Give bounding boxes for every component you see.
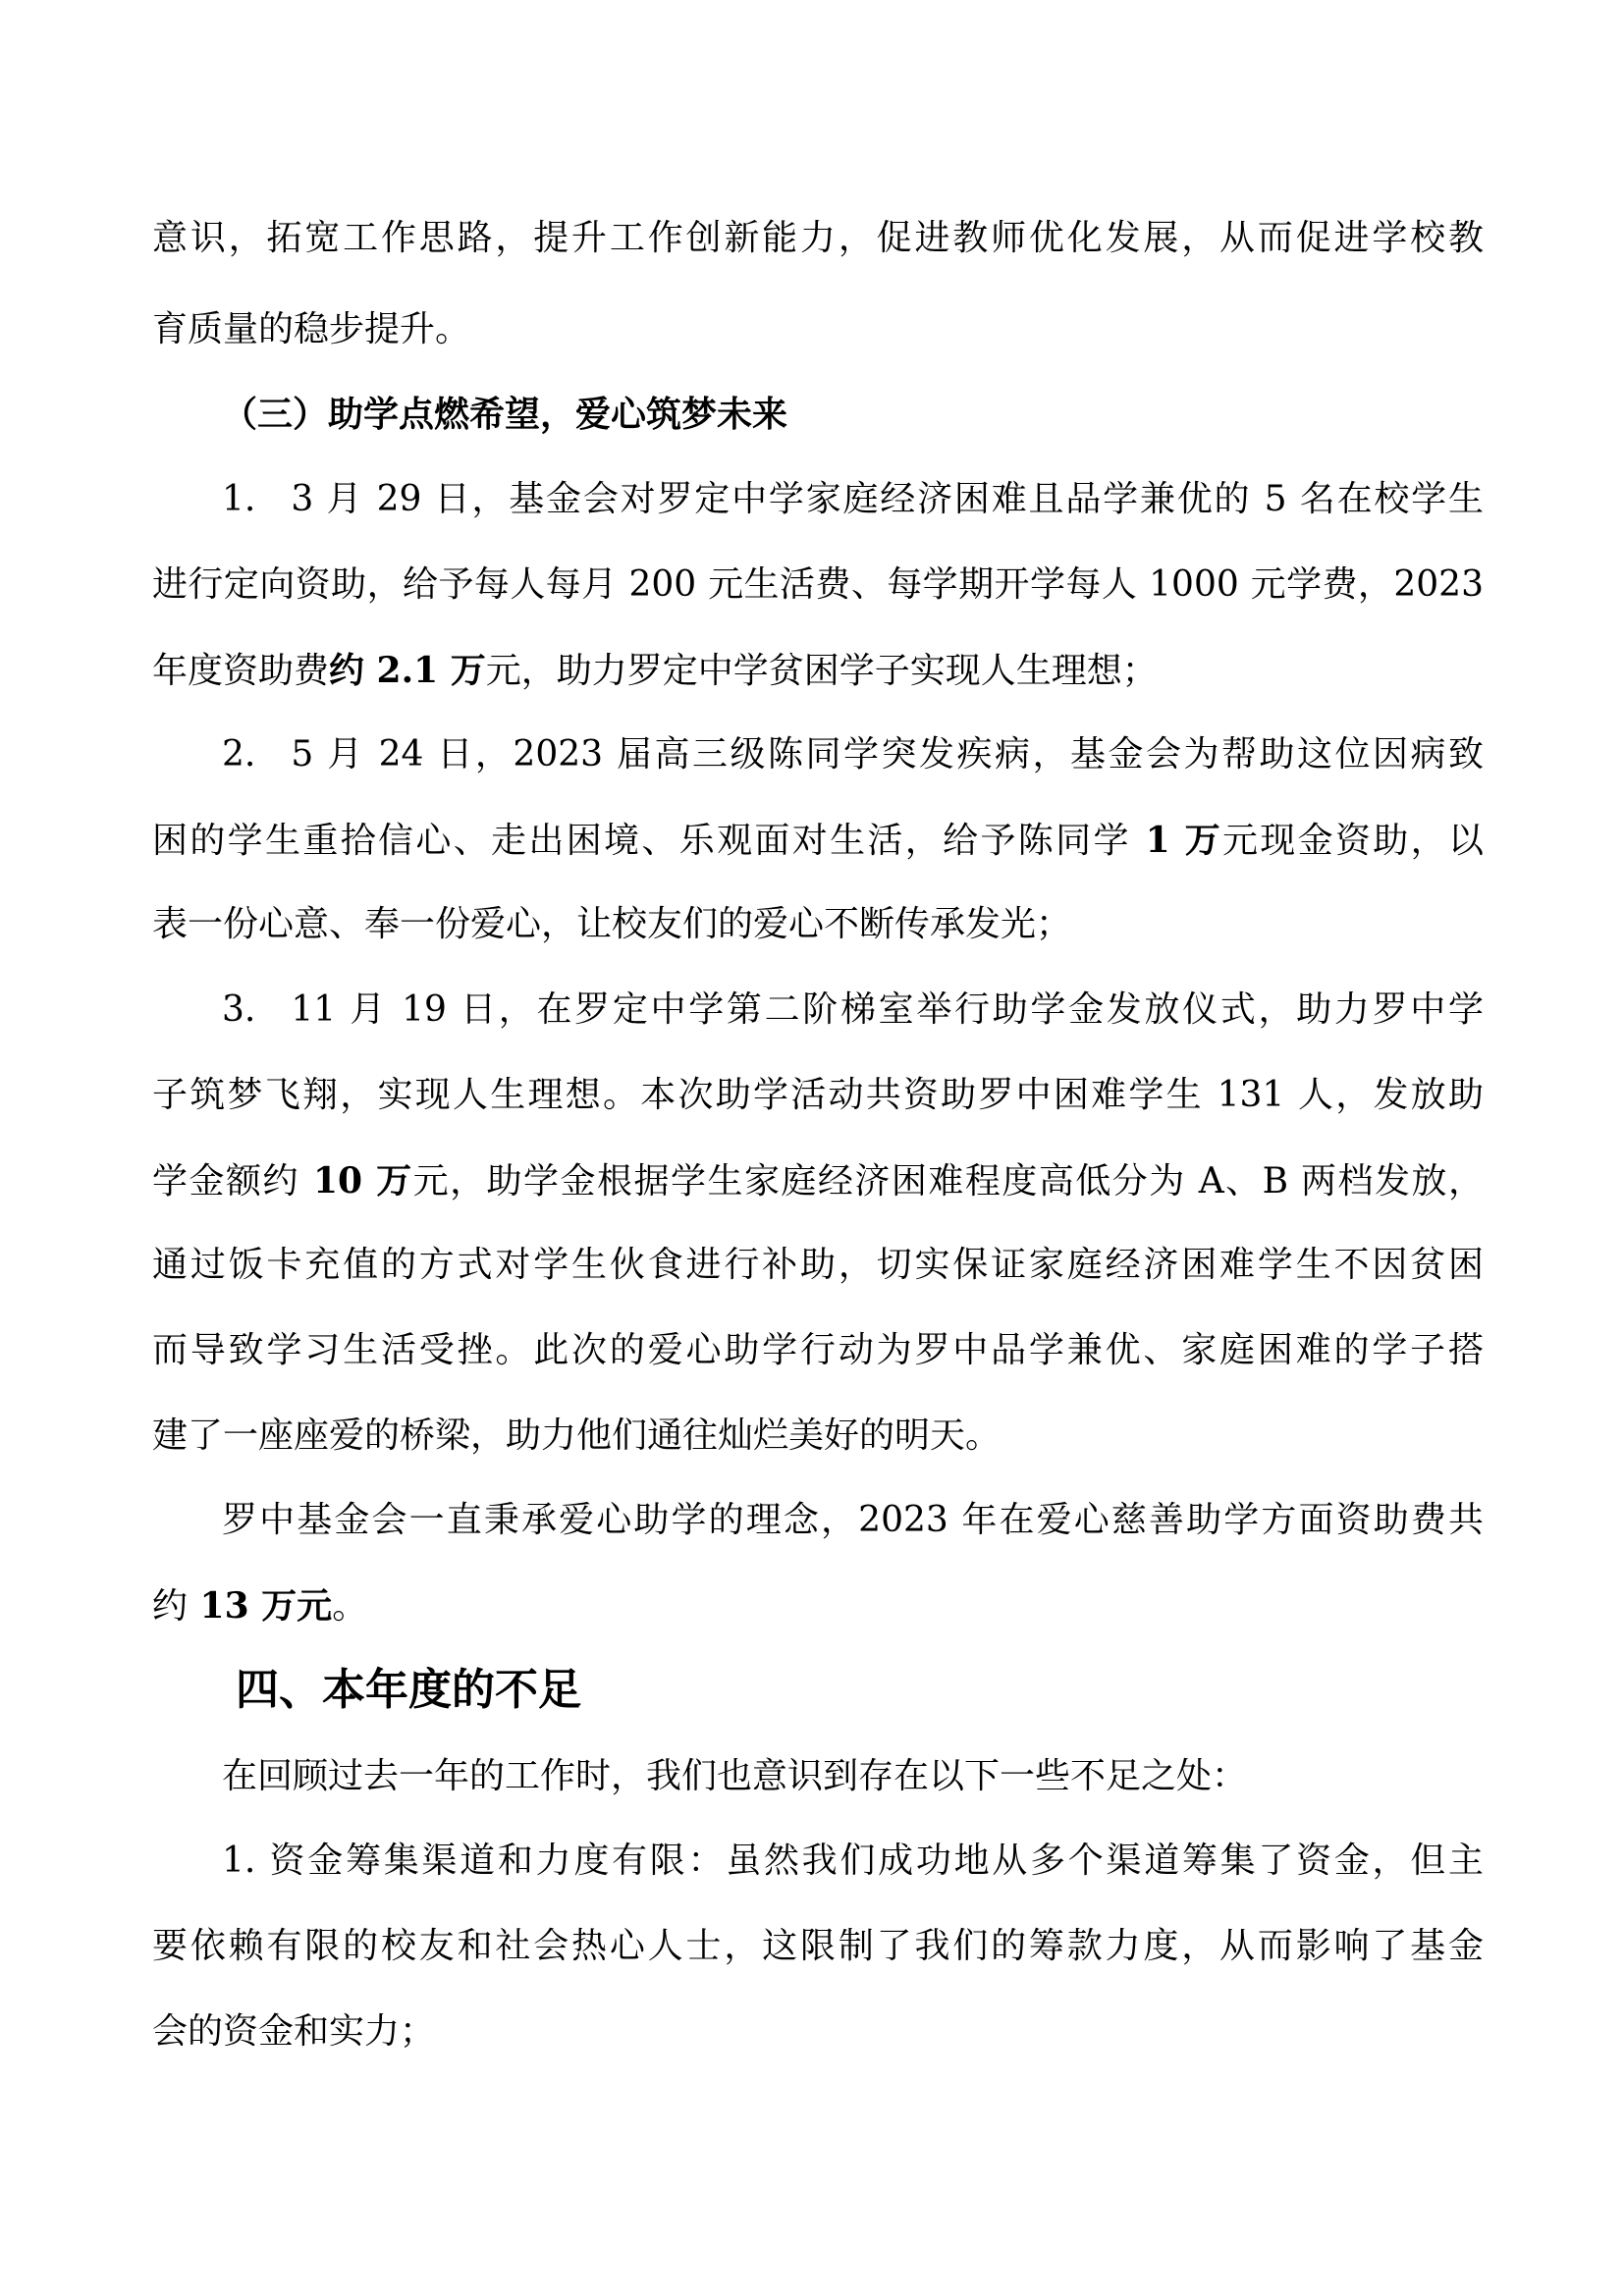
text-run: 元现金资助，以	[1221, 821, 1484, 861]
paragraph-line: 育质量的稳步提升。	[152, 309, 471, 349]
item3-line6: 建了一座座爱的桥梁，助力他们通往灿烂美好的明天。	[152, 1415, 1001, 1456]
section4-intro: 在回顾过去一年的工作时，我们也意识到存在以下一些不足之处：	[222, 1756, 1248, 1796]
bold-amount: 约 2.1 万	[329, 650, 486, 691]
item3-text: 11 月 19 日，在罗定中学第二阶梯室举行助学金发放仪式，助力罗中学	[291, 989, 1484, 1030]
item2-line3: 表一份心意、奉一份爱心，让校友们的爱心不断传承发光；	[152, 904, 1072, 944]
text-run: 学金额约	[152, 1161, 299, 1201]
summary-line2	[152, 1585, 368, 1627]
bold-amount: 13 万元	[188, 1585, 333, 1627]
text-run: 元，助力罗定中学贫困学子实现人生理想；	[485, 651, 1158, 691]
item3-number: 3.	[222, 989, 256, 1030]
text-run: 困的学生重拾信心、走出困境、乐观面对生活，给予陈同学	[152, 821, 1131, 861]
bold-amount: 10 万	[298, 1160, 413, 1201]
item1-text: 3 月 29 日，基金会对罗定中学家庭经济困难且品学兼优的 5 名在校学生	[291, 479, 1484, 519]
item2-text: 5 月 24 日，2023 届高三级陈同学突发疾病，基金会为帮助这位因病致	[291, 734, 1484, 774]
text-run: 。	[332, 1586, 368, 1627]
item3-line5: 而导致学习生活受挫。此次的爱心助学行动为罗中品学兼优、家庭困难的学子搭	[152, 1330, 1484, 1370]
text-run: 元，助学金根据学生家庭经济困难程度高低分为 A、B 两档发放，	[412, 1161, 1484, 1201]
text-run: 约	[152, 1586, 189, 1627]
item1-line1	[222, 479, 1484, 519]
subheading-3: （三）助学点燃希望，爱心筑梦未来	[222, 394, 788, 435]
item2-number: 2.	[222, 734, 256, 774]
section-heading-4: 四、本年度的不足	[236, 1665, 581, 1715]
item3-line2: 子筑梦飞翔，实现人生理想。本次助学活动共资助罗中困难学生 131 人，发放助	[152, 1075, 1484, 1115]
item3-line4: 通过饭卡充值的方式对学生伙食进行补助，切实保证家庭经济困难学生不因贫困	[152, 1245, 1484, 1285]
summary-line1: 罗中基金会一直秉承爱心助学的理念，2023 年在爱心慈善助学方面资助费共	[222, 1500, 1484, 1540]
item3-line1	[222, 989, 1484, 1030]
item2-line1	[222, 734, 1484, 774]
item2-line2	[152, 820, 1484, 861]
bold-amount: 1 万	[1130, 820, 1222, 861]
shortcoming1-line3: 会的资金和实力；	[152, 2011, 436, 2052]
item1-line2: 进行定向资助，给予每人每月 200 元生活费、每学期开学每人 1000 元学费，2023	[152, 564, 1484, 605]
paragraph-line: 意识，拓宽工作思路，提升工作创新能力，促进教师优化发展，从而促进学校教	[152, 218, 1484, 258]
text-run: 年度资助费	[152, 651, 330, 691]
item3-line3	[152, 1160, 1484, 1201]
item1-number: 1.	[222, 479, 256, 519]
shortcoming1-line1: 1. 资金筹集渠道和力度有限：虽然我们成功地从多个渠道筹集了资金，但主	[222, 1841, 1484, 1881]
item1-line3	[152, 650, 1158, 691]
shortcoming1-line2: 要依赖有限的校友和社会热心人士，这限制了我们的筹款力度，从而影响了基金	[152, 1926, 1484, 1966]
